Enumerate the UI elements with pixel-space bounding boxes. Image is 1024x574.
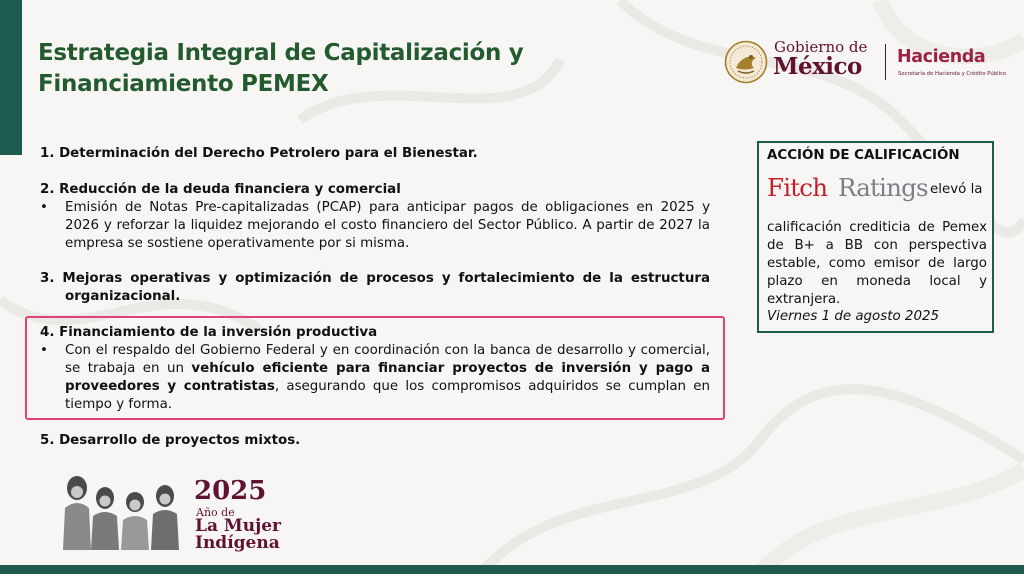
item-4-text-a: Con el respaldo del Gobierno Federal y en coordinación con la banca de desarrollo y comercial, se trabaja en un [65,343,710,376]
rating-action-title: ACCIÓN DE CALIFICACIÓN [767,148,960,163]
item-2-text: Emisión de Notas Pre-capitalizadas (PCAP) para anticipar pagos de obligaciones en 2025 y 2026 y reforzar la liquidez mejorando el costo financiero del Sector Público. A partir de 2027 la empresa se sostiene operativamente por si misma. [65,200,710,251]
item-3-heading-cont: organizacional. [65,289,181,304]
item-1-heading: 1. Determinación del Derecho Petrolero para el Bienestar. [40,146,478,161]
hacienda-subtitle: Secretaría de Hacienda y Crédito Público [898,71,1007,77]
item-4 [40,324,710,414]
year-ano-de: Año de [196,506,235,519]
item-3 [40,270,710,306]
item-4-text-bold: vehículo eficiente para financiar proyectos de inversión y pago a proveedores y contratistas [65,361,710,394]
rating-verb: elevó la [930,182,983,197]
title-line-1: Estrategia Integral de Capitalización y [38,40,524,66]
rating-action-box [757,141,994,333]
gobierno-de-text: Gobierno de [774,38,868,56]
year-line-2: Indígena [195,533,280,553]
indigenous-women-illustration-icon [55,468,189,550]
year-number: 2025 [194,476,267,506]
item-2-bullet-row [40,199,710,253]
bullet-icon: • [40,200,48,215]
bottom-accent-bar [0,565,1024,574]
hacienda-text: Hacienda [897,47,986,67]
item-2-heading: 2. Reducción de la deuda financiera y comercial [40,182,401,197]
item-4-heading: 4. Financiamiento de la inversión productiva [40,325,378,340]
left-accent-bar [0,0,22,155]
mexico-seal-icon [724,40,768,84]
item-5-heading: 5. Desarrollo de proyectos mixtos. [40,433,301,448]
fitch-logo-ratings: Ratings [838,173,928,202]
item-3-heading: 3. Mejoras operativas y optimización de procesos y fortalecimiento de la estructura [40,271,710,286]
rating-date: Viernes 1 de agosto 2025 [767,309,940,324]
item-2 [40,181,710,253]
logo-divider [885,44,886,80]
fitch-logo-fitch: Fitch [767,173,828,202]
government-logos [724,38,1007,84]
year-line-1: La Mujer [195,516,281,536]
title-line-2: Financiamiento PEMEX [38,71,329,97]
page-title [38,38,638,100]
year-logo [55,468,281,553]
rating-description: calificación crediticia de Pemex de B+ a BB con perspectiva estable, como emisor de largo plazo en moneda local y extranjera. [767,220,987,307]
item-4-bullet-row [40,342,710,414]
bullet-icon: • [40,343,48,358]
item-4-text-b: , asegurando que los compromisos adquiridos se cumplan en tiempo y forma. [65,379,711,412]
mexico-text: México [773,53,862,80]
